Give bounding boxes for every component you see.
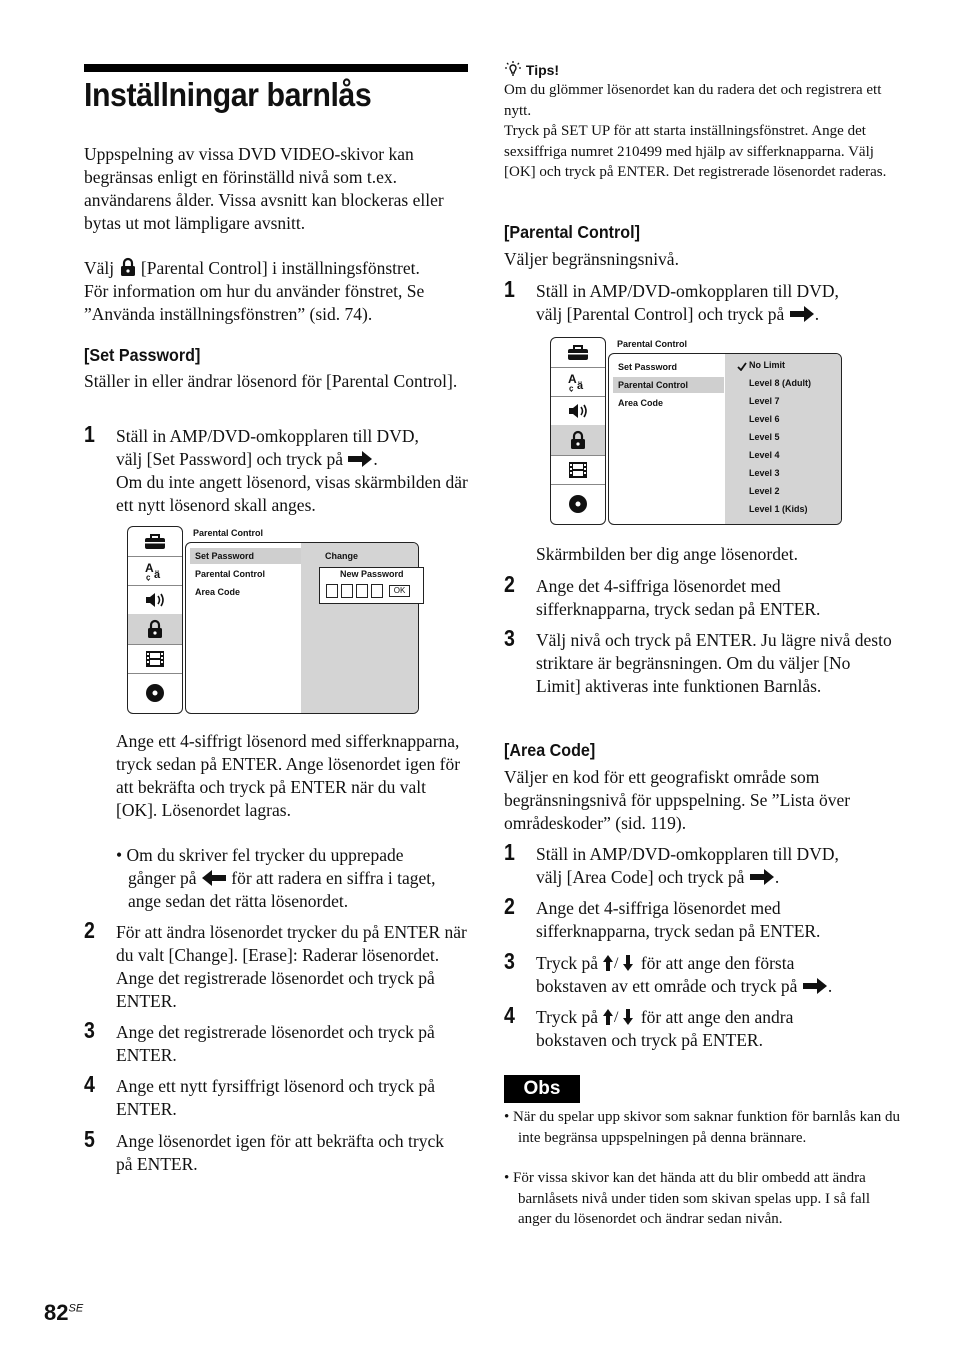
pc-step3-text: Välj nivå och tryck på ENTER. Ju lägre nivå desto striktare är begränsningen. Om du väljer [No Limit] aktiveras inte funktionen Barnlås. — [536, 630, 892, 696]
ac-step1-line2: välj [Area Code] och tryck på — [536, 867, 745, 887]
step-number: 3 — [84, 1017, 95, 1043]
speaker-icon — [567, 402, 589, 420]
step-number: 4 — [84, 1071, 95, 1097]
ac-step4-c: bokstaven och tryck på ENTER. — [536, 1030, 763, 1050]
step1-text: Ställ in AMP/DVD-omkopplaren till DVD, välj [Set Password] och tryck på . Om du inte angett lösenord, visas skärmbilden där ett nytt lösenord skall anges. — [116, 426, 468, 515]
change-option[interactable]: Change — [325, 551, 359, 561]
page-suffix: SE — [68, 1302, 84, 1315]
ok-button[interactable]: OK — [389, 585, 410, 597]
step-number: 1 — [84, 421, 95, 447]
bullet-b: gånger på — [128, 868, 197, 888]
select-suffix: [Parental Control] i inställningsfönstret. — [140, 258, 420, 278]
ac-step3-a: Tryck på — [536, 953, 599, 973]
icon-cell — [551, 338, 605, 368]
step-number: 2 — [504, 893, 515, 919]
ac-step4-b: för att ange den andra — [640, 1007, 794, 1027]
step-number: 5 — [84, 1126, 95, 1152]
pc-step1-line1: Ställ in AMP/DVD-omkopplaren till DVD, — [536, 281, 839, 301]
svg-text:ä: ä — [577, 379, 584, 392]
screen-header: Parental Control — [193, 528, 264, 538]
svg-text:/: / — [614, 1009, 619, 1026]
level-option[interactable]: Level 3 — [749, 468, 780, 478]
icon-cell — [551, 455, 605, 485]
select-instruction — [84, 257, 474, 326]
pc-step1-text: Ställ in AMP/DVD-omkopplaren till DVD, välj [Parental Control] och tryck på . — [536, 281, 839, 324]
film-icon — [568, 461, 588, 479]
after-screen-text: Ange ett 4-siffrigt lösenord med sifferknapparna, tryck sedan på ENTER. Ange lösenordet igen för att bekräfta och tryck på ENTER när du valt [OK]. Lösenordet lagras. — [116, 731, 461, 820]
digit-box[interactable] — [341, 584, 353, 598]
ac-step1-text: Ställ in AMP/DVD-omkopplaren till DVD, välj [Area Code] och tryck på . — [536, 844, 839, 887]
level-option[interactable]: Level 1 (Kids) — [749, 504, 808, 514]
digit-box[interactable] — [326, 584, 338, 598]
ac-step3-b: för att ange den första — [640, 953, 795, 973]
menu-item-area-code[interactable]: Area Code — [618, 398, 664, 408]
page-number — [44, 1300, 83, 1326]
speaker-icon — [144, 591, 166, 609]
step-number: 1 — [504, 276, 515, 302]
step5-text: Ange lösenordet igen för att bekräfta och tryck på ENTER. — [116, 1131, 444, 1174]
icon-cell — [128, 673, 182, 713]
icon-cell — [128, 644, 182, 674]
step1-line3: Om du inte angett lösenord, visas skärmbilden där ett nytt lösenord skall anges. — [116, 472, 468, 515]
bullet-d: ange sedan det rätta lösenordet. — [128, 891, 349, 911]
new-password-popup — [319, 567, 424, 604]
level-option[interactable]: Level 2 — [749, 486, 780, 496]
icon-cell — [128, 585, 182, 615]
lock-icon — [119, 257, 137, 277]
level-option[interactable]: No Limit — [749, 360, 785, 370]
level-option[interactable]: Level 4 — [749, 450, 780, 460]
checkmark-icon — [737, 362, 747, 371]
level-option[interactable]: Level 8 (Adult) — [749, 378, 812, 388]
area-code-desc: Väljer en kod för ett geografiskt område som begränsningsnivå för uppspelning. Se ”Lista över områdeskoder” (sid. 119). — [504, 767, 851, 833]
obs-bullet-2: • För vissa skivor kan det hända att du blir ombedd att ändra barnlåsets nivå under tiden som skivan spelas upp. I så fall anger du lösenordet och ändrar sedan nivån. — [504, 1170, 871, 1227]
svg-text:ä: ä — [154, 568, 161, 581]
ac-step4-a: Tryck på — [536, 1007, 599, 1027]
disc-icon — [145, 683, 165, 703]
step3-text: Ange det registrerade lösenordet och tryck på ENTER. — [116, 1022, 435, 1065]
toolbox-icon — [144, 534, 166, 550]
icon-cell-active — [128, 614, 182, 645]
bullet-backspace — [116, 844, 476, 913]
tips-text-2: Tryck på SET UP för att starta inställningsfönstret. Ange det sexsiffriga numret 210499 med hjälp av sifferknapparna. Välj [OK] och tryck på ENTER. Det registrerade lösenordet raderas. — [504, 123, 887, 180]
obs-label: Obs — [504, 1075, 580, 1103]
ac-step1-line1: Ställ in AMP/DVD-omkopplaren till DVD, — [536, 844, 839, 864]
menu-item-parental-control[interactable]: Parental Control — [613, 377, 724, 393]
svg-text:A: A — [145, 560, 154, 575]
pc-after-text: Skärmbilden ber dig ange lösenordet. — [536, 544, 798, 564]
icon-cell — [128, 556, 182, 586]
right-arrow-icon — [749, 869, 775, 885]
select-line3: ”Använda inställningsfönstren” (sid. 74). — [84, 304, 373, 324]
menu-item-set-password[interactable]: Set Password — [618, 362, 678, 372]
menu-panel — [608, 353, 842, 525]
icon-cell — [128, 527, 182, 557]
up-down-arrows-icon — [602, 954, 636, 972]
icon-cell-active — [551, 425, 605, 456]
step-number: 4 — [504, 1002, 515, 1028]
page-title: Inställningar barnlås — [84, 76, 372, 113]
icon-column — [127, 526, 183, 714]
right-arrow-icon — [802, 978, 828, 994]
pc-step1-line2: välj [Parental Control] och tryck på — [536, 304, 785, 324]
icon-cell — [551, 367, 605, 397]
language-icon — [144, 561, 166, 581]
step2-text: För att ändra lösenordet trycker du på ENTER när du valt [Change]. [Erase]: Raderar lösenordet. Ange det registrerade lösenordet och tryck på ENTER. — [116, 922, 467, 1011]
step-number: 3 — [504, 948, 515, 974]
area-code-heading: [Area Code] — [504, 740, 596, 760]
screen-header: Parental Control — [617, 339, 688, 349]
page-number-value: 82 — [44, 1300, 69, 1325]
svg-text:ç: ç — [146, 572, 151, 581]
tips-label-row — [504, 60, 559, 78]
lightbulb-icon — [504, 60, 522, 78]
step4-text: Ange ett nytt fyrsiffrigt lösenord och tryck på ENTER. — [116, 1076, 435, 1119]
icon-column — [550, 337, 606, 525]
level-option[interactable]: Level 5 — [749, 432, 780, 442]
level-option[interactable]: Level 7 — [749, 396, 780, 406]
menu-item-set-password[interactable]: Set Password — [190, 548, 301, 564]
menu-item-area-code[interactable]: Area Code — [195, 587, 241, 597]
svg-text:ç: ç — [569, 383, 574, 392]
lock-icon — [569, 430, 587, 450]
bullet-a: • Om du skriver fel trycker du upprepade — [116, 845, 404, 865]
popup-title: New Password — [340, 569, 404, 579]
step-number: 2 — [504, 571, 515, 597]
set-password-heading: [Set Password] — [84, 345, 201, 365]
set-password-desc: Ställer in eller ändrar lösenord för [Parental Control]. — [84, 371, 458, 391]
intro-paragraph: Uppspelning av vissa DVD VIDEO-skivor kan begränsas enligt en förinställd nivå som t.ex. användarens ålder. Vissa avsnitt kan blockeras eller bytas ut mot lämpligare avsnitt. — [84, 144, 444, 233]
step1-line1: Ställ in AMP/DVD-omkopplaren till DVD, — [116, 426, 419, 446]
title-bar — [84, 64, 468, 72]
right-arrow-icon — [789, 306, 815, 322]
tips-text-1: Om du glömmer lösenordet kan du radera det och registrera ett nytt. — [504, 82, 882, 119]
select-prefix: Välj — [84, 258, 115, 278]
settings-screen-parental-control — [550, 337, 842, 526]
step1-line2: välj [Set Password] och tryck på — [116, 449, 343, 469]
ac-step2-text: Ange det 4-siffriga lösenordet med sifferknapparna, tryck sedan på ENTER. — [536, 898, 821, 941]
levels-pane — [725, 354, 841, 524]
obs-bullet-1: • När du spelar upp skivor som saknar funktion för barnlås kan du inte begränsa uppspelningen på denna brännare. — [504, 1109, 900, 1146]
parental-control-heading: [Parental Control] — [504, 222, 640, 242]
up-down-arrows-icon — [602, 1008, 636, 1026]
ac-step3-c: bokstaven av ett område och tryck på — [536, 976, 798, 996]
right-arrow-icon — [347, 451, 373, 467]
svg-text:/: / — [614, 955, 619, 972]
ac-step3-text: Tryck på / för att ange den första bokstaven av ett område och tryck på . — [536, 953, 833, 996]
level-option[interactable]: Level 6 — [749, 414, 780, 424]
ac-step4-text — [536, 1006, 896, 1052]
select-line2: För information om hur du använder fönstret, Se — [84, 281, 425, 301]
language-icon — [567, 372, 589, 392]
toolbox-icon — [567, 345, 589, 361]
settings-screen-set-password — [127, 526, 419, 715]
step-number: 2 — [84, 917, 95, 943]
left-arrow-icon — [201, 870, 227, 886]
menu-item-parental-control[interactable]: Parental Control — [195, 569, 266, 579]
step-number: 3 — [504, 625, 515, 651]
film-icon — [145, 650, 165, 668]
disc-icon — [568, 494, 588, 514]
digit-box[interactable] — [371, 584, 383, 598]
parental-control-desc: Väljer begränsningsnivå. — [504, 249, 679, 269]
digit-box[interactable] — [356, 584, 368, 598]
icon-cell — [551, 484, 605, 524]
step-number: 1 — [504, 839, 515, 865]
bullet-c: för att radera en siffra i taget, — [231, 868, 436, 888]
icon-cell — [551, 396, 605, 426]
svg-text:A: A — [568, 371, 577, 386]
lock-icon — [146, 619, 164, 639]
pc-step2-text: Ange det 4-siffriga lösenordet med sifferknapparna, tryck sedan på ENTER. — [536, 576, 821, 619]
tips-label: Tips! — [525, 62, 560, 78]
